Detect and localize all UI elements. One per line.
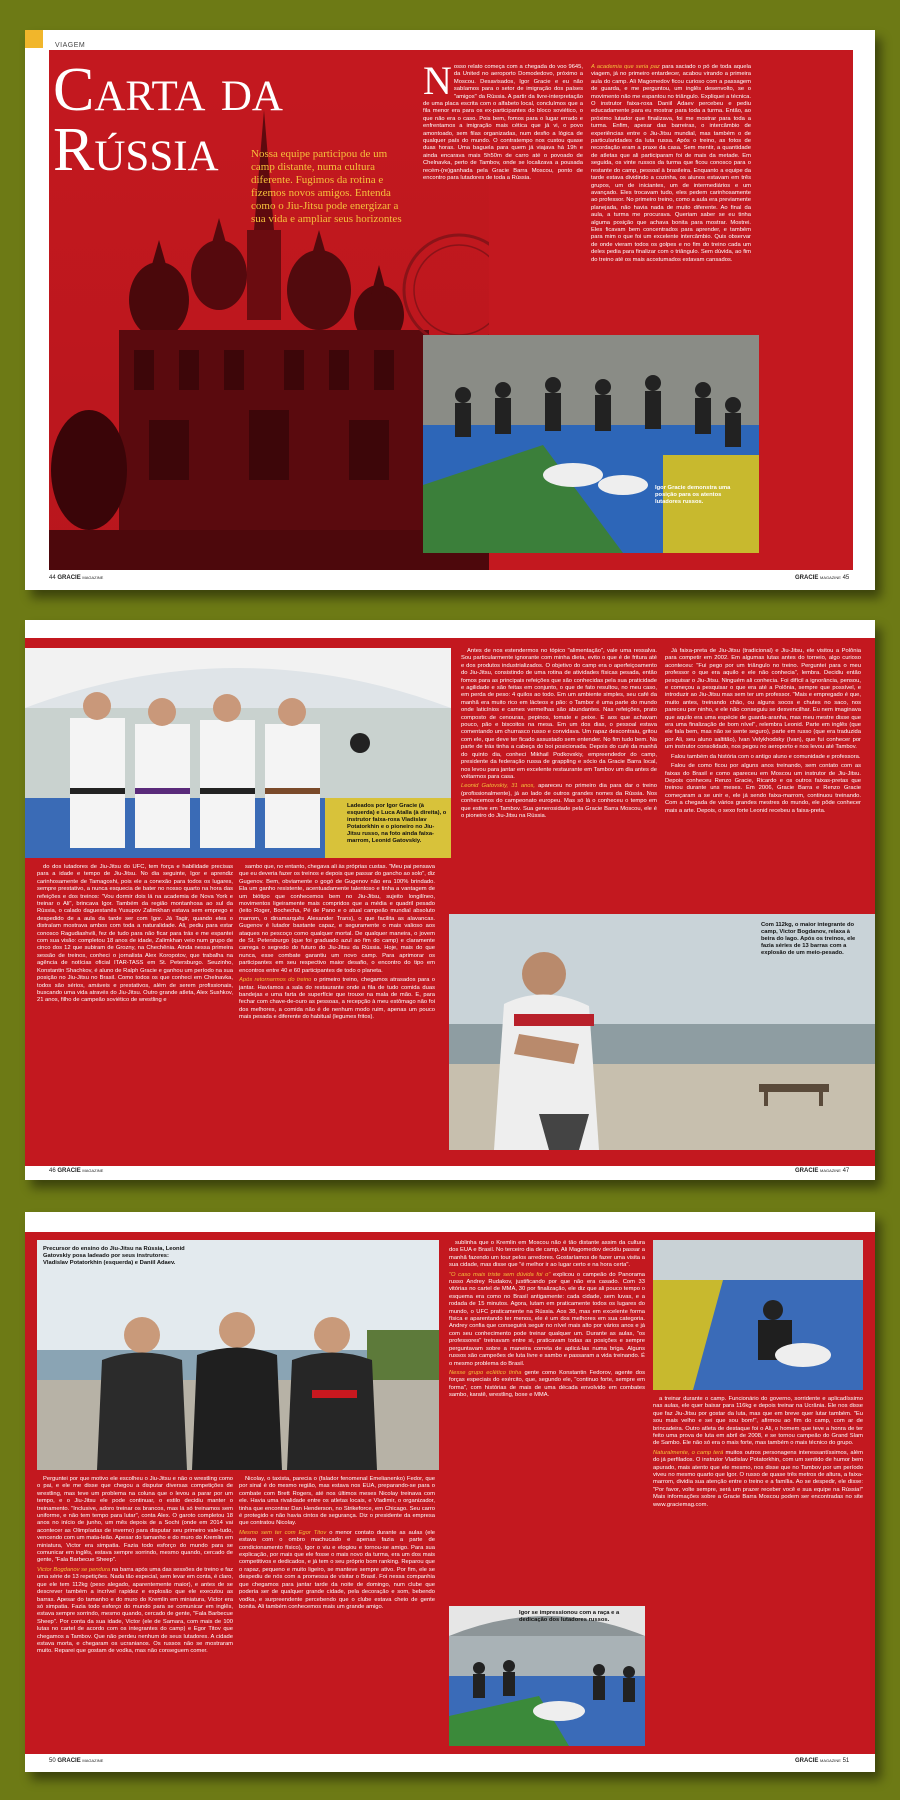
s3-column-4-lead: Naturalmente, o camp terá bbox=[653, 1449, 724, 1456]
s3-page-number-right bbox=[795, 1758, 849, 1764]
column-2-text: para saciado o pó de toda aquela viagem, já no primeiro entardecer, acabou virando a primeira aula do camp. Ali Magomedov ficou curioso com a passagem de guarda, e me perguntou, um inglês desenvolto, se o movimento não me espantou no triângulo. Expliquei a técnica. O instrutor faixa-roxa Daniil Adaev percebeu e pediu educadamente para eu mostrar para toda a turma. Então, ao próximo lutador que finalizava, foi me mostrar para toda a turma. Enfim, apesar das barreiras, o intercâmbio de experiências entre o Jiu-Jitsu mundial, mas também o de particularidades da luta russa. Após o treino, as fotos de recordação eram a praxe da casa. Sem mentir, a quantidade de atletas que ali participaram foi de mais da metade. Em seguida, os vinte russos da turma que ficou conosco para o restante do camp, pessoal à brasileira. Enquanto a equipe da tarde estava dividindo a cozinha, os alunos estavam em três grupos, um de iniciantes, um de intermediários e um avançado. Eles trocavam tudo, eles pedem carinhosamente ao professor. No primeiro treino, como a aula era previamente planejada, não havia nada de muito diferente. Ao final da aula, a turma me procurava. Queriam saber se eu tinha alguma posição que achava bonita para mostrar. Mostrei. Eles ficavam bem concentrados para aprender, e também para mim o que foi um excelente intercâmbio. Quis observar de onde vieram todos os golpes e no fim do treino cada um deles pedia para finalizar com o triângulo. Sem dúvida, ao fim do treino até os mais acostumados estavam cansados. bbox=[591, 64, 751, 263]
instructors-photo bbox=[37, 1240, 439, 1470]
mat-training-photo-illustration bbox=[653, 1240, 863, 1390]
title-line-1: Carta da bbox=[53, 56, 283, 124]
magazine-name-right: GRACIE bbox=[795, 575, 819, 581]
s2-column-2-text: sambo que, no entanto, chegava ali às próprias custas. "Meu pai pensava que eu deveria fazer os treinos e depois que passar do gancho ao solo", diz Gugenov. Bem, obviamente o gogó de Gugenov não era 100% brindado. Ela um ganho resistente, acentuadamente talentoso e tinha a vantagem de um biótipo que conhecemos bem no Jiu-Jitsu, sujeito longilíneo, movimentos ligeiramente mais compridos que a média e quadril pesado (leito Roger, Bochecha, Pé de Pano e o atual campeão mundial absoluto marrom, o dinamarquês Alexander Trans), o que facilita as alavancas. Gugenov é lutador bastante capaz, e seguramente o mais valioso aos ataques no pescoço como qualquer mortal. De qualquer maneira, o jovem de St. Petersburgo (que foi graduado azul ao fim do camp) e claramente carrega o segredo do futuro do Jiu-Jitsu da Rússia. Hoje, mais do que nunca, esse combate garantiu um novo camp. Para aprimorar os participantes em seu respectivo maior desafio, o encontro do tipo em encontros entre 40 e 60 participantes de todo o planeta. bbox=[239, 864, 435, 974]
s3-column-1-lead: Victor Bogdanov se pendura bbox=[37, 1566, 111, 1573]
article-subtitle: Nossa equipe participou de um camp distante, numa cultura diferente. Fugimos da rotina e fizemos novos amigos. Entenda como o Jiu-Jitsu pode energizar a sua vida e ampliar seus horizontes bbox=[251, 148, 402, 225]
group-photo-gi bbox=[25, 648, 451, 858]
s3-column-1-text: Perguntei por que motivo ele escolheu o Jiu-Jitsu e não o wrestling como o pai, e ele me disse que chegou a disputar diversas competições de wrestling, mas teve um problema na coluna que o levou a parar por um tempo, e o Jiu-Jitsu ele pode continuar, o estilo decidiu manter o treinamento. "Inclusive, adoro treinar os brancos, mas lá só treinamos sem uniforme, e não tem tempo para lutar", conta Alex. O garoto completou 18 anos no início de junho, um mês depois de a Sochi (onde em 2014 vai acontecer as Olimpíadas de inverno) para disputar seu primeiro vale-tudo, vencendo com um mata-leão. Apesar do tamanho e do muro do Kremlin em miniatura, Victor era simpatia. Fazia todo esforço do mundo para se comunicar em inglês, estava sempre sorrindo, mesmo quando, cercado de gente, "Fala Barbecue Sheep". bbox=[37, 1476, 233, 1564]
s2-page-number-left bbox=[49, 1168, 103, 1174]
s2-column-4b-text: Falou também da história com o antigo aluno e comunidade e professora. bbox=[671, 753, 861, 760]
spread-3-column-3 bbox=[449, 1240, 645, 1600]
page-45: 45 bbox=[842, 575, 850, 581]
instructors-photo-caption: Precursor do ensino do Jiu-Jitsu na Rússia, Leonid Gatovskiy posa ladeado por seus instrutores: Vladislav Potatorkhin (esquerda) e Daniil Adaev. bbox=[43, 1246, 185, 1266]
spread-3-column-4 bbox=[653, 1396, 863, 1746]
column-1-text: osso relato começa com a chegada do voo 9645, da United no aeroporto Domodedovo, próximo a Moscou. Desavisados, Igor Gracie e eu não sabíamos para o setor de imigração dos países "amigos" da Rússia. A partir da livre-interpretação de uma placa escrita com o alfabeto local, concluímos que a fila menor era para os ex-participantes do bloco soviético, o que não era o caso. Pois bem, fomos para o lugar errado e enfrentamos a imigração mais cética que já vi, o povo amontoado, sem filas organizadas, num desfio a lógica de qualquer país do mundo. O contratempo nos custou quase duas horas. Uma baguela para quem já viajava há 19h e ainda encarava mais 5h50m de carro até o povoado de Chelnavka, perto de Tambov, onde se localizava a pousada recém-(re)ganhada pela Gracie Barra Moscou, ponto de encontro para lutadores de toda a Rússia. bbox=[423, 64, 583, 182]
s2-page-number-right bbox=[795, 1168, 849, 1174]
s3-column-3-lead-2: Nesse grupo eclético tinha bbox=[449, 1369, 522, 1376]
article-title bbox=[53, 56, 283, 184]
page-47: 47 bbox=[842, 1168, 850, 1174]
s3-column-3-lead: "O caso mais triste sem dúvida foi o" bbox=[449, 1271, 551, 1278]
group-training-photo bbox=[449, 1606, 645, 1746]
s3-column-2-text: Nicolay, o taxista, parecia o (falador fenomenal Emelianenko) Fedor, que por sinal é do mesmo região, mas estava nos EUA, preparando-se para o combate com Brett Rogers, até nos últimos meses Nicolay treinava com ele. Havia uma rivalidade entre os atletas locais, e Vladimir, o organizador, tinha que encontrar Dan Henderson, no Strikeforce, em Chicago. Seu carro é protegido e não havia cintos de segurança. Diz o presidente da empresa que contratou Nicolay. bbox=[239, 1476, 435, 1527]
section-label: VIAGEM bbox=[55, 42, 86, 49]
training-photo bbox=[423, 335, 759, 553]
s2-column-4c-text: Falou de como ficou por alguns anos treinando, sem contato com as faixas do Brasil e como apareceu em Moscou um instrutor de Jiu-Jitsu. Depois conheceu Renzo Gracie, Ricardo e os outros faixas-pretas que treinou durante uns meses. Em 2006, Gracie Barra e Renzo Gracie começaram a se unir e, ele já sendo faixa-marrom, continuou treinando. Com a chegada de vários grandes mestres do mundo, ele pôde conhecer mais a arte. Depois, o sexo forte Leonid recebeu a faixa-preta. bbox=[665, 763, 861, 814]
section-tag bbox=[25, 30, 43, 48]
s2-column-2b-text: o primeiro treino, chegamos atrasados para o jantar. Havíamos a sala do restaurante onde a fila de tudo comida duas bandejas e uma farta de superfície que trouxe na mala de mão. E, para fechar com chave-de-ouro as pessoas, a recepção à meu estômago não foi dos melhores, a comida não é de nenhum modo ruim, apenas um pouco mais pesada e diferente do habitual (legumes fritos). bbox=[239, 977, 435, 1021]
s2-magazine-name-right: GRACIE bbox=[795, 1168, 819, 1174]
training-photo-caption: Igor Gracie demonstra uma posição para os atentos lutadores russos. bbox=[655, 485, 731, 505]
mat-training-photo bbox=[653, 1240, 863, 1390]
page-44: 44 bbox=[49, 575, 56, 581]
spread-3-column-2 bbox=[239, 1476, 435, 1746]
page-50: 50 bbox=[49, 1758, 56, 1764]
lake-photo bbox=[449, 914, 875, 1150]
s3-column-3b-text: explicou o campeão do Panorama russo Andrey Rudakov, justificando por que não era casado. Com 33 vitórias no cartel de MMA, 30 por finalização, ele diz que ali pouco tempo o esquema era como no Brasil antigamente: cada cidade, sem luvas, e a rodada de 15 minutos. Agora, lutam em praticamente todos os lugares do mundo, o UFC praticamente na Rússia. Aos 38, mas em excelente forma física e aparentando ter menos, ele é um dos melhores em sua categoria. Andrey confia que conseguirá seguir no nível mais alto por vários anos e já com seu conhecimento pode treinar qualquer um. Durante as aulas, "os professores" treinavam entre si, praticavam todas as posições e sempre perguntavam sobre a maneira correta de aplicá-las numa briga. Alguns russos são campeões de luta livre e sambo e passaram a vida treinando. É o mesmo problema do Brasil. bbox=[449, 1271, 645, 1367]
s3-column-4b-text: muitos outros personagens interessantíssimos, além do já perfilados. O instrutor Vladislav Potatorkhin, com um sentido de humor bem apurado, mais atento que ele mesmo, nos disse que no Tambov por um período viveu no mesmo quarto que Igor. O russo de quase três metros de altura, a faixa-marrom, dividia sua atenção entre o treino e a família. Ao se despedir, ele disse: "Por favor, volte sempre, será um prazer receber você e sua equipe na Rússia!" Mais informações sobre a Gracie Barra Moscou podem ser encontradas no site www.graciemag.com. bbox=[653, 1449, 863, 1508]
spread-2-column-4 bbox=[665, 648, 861, 906]
s3-magazine-suffix-right: MAGAZINE bbox=[820, 1758, 841, 1763]
column-2-lead: A academia que seria paz bbox=[591, 64, 660, 70]
page-number-right bbox=[795, 575, 849, 581]
s3-magazine-name-left: GRACIE bbox=[57, 1758, 81, 1764]
s2-column-4-text: Já faixa-preta de Jiu-Jitsu (tradicional) e Jiu-Jitsu, ele visitou a Polônia para competir em 2002. Em algumas lutas antes do torneio, algo curioso aconteceu: "Fui pego por um triângulo no treino. Perguntei para o meu professor o que era aquilo e ele não conhecia", lembra. Decidiu então pesquisar o Jiu-Jitsu. Ninguém ali conhecia. Foi difícil a ignorância, pensou, e começou a pesquisar o que era até a Polônia, sempre que possível, e introduzir ao Jiu-Jitsu mas sem ter um professor. "Mais e empregado é que, muito antes, treinando chão, ou alguns socos e chutes no saco, nos pareceu por ninho, e ele não conseguiu se desvencilhar. Eu nem imaginava que aquilo era uma espécie de guarda-aranha, mas meu mestre disse que era uma finalização de bom nível", relembra Leonid. Parte em inglês (que ele fala bem, mas não se sente seguro), parte em russo (que era traduzida por Ali, seu aluno saltitão), Ivan Velykhodsky (Ivan), que fui conhecer por um instrutor consolidado, nos pegou no aeroporto e nos levou até Tambov. bbox=[665, 648, 861, 751]
s3-magazine-suffix-left: MAGAZINE bbox=[82, 1758, 104, 1763]
spread-3 bbox=[25, 1212, 875, 1772]
magazine-suffix-right: MAGAZINE bbox=[820, 575, 841, 580]
s2-column-2-lead: Após retornarmos do treino bbox=[239, 977, 312, 984]
magazine-suffix-left: MAGAZINE bbox=[82, 575, 104, 580]
drop-cap: N bbox=[423, 64, 452, 103]
s3-column-3c-text: gente como Konstantin Fedorov, agente dos forças especiais do exército, que, segundo ele, "continuo forte, sempre em forma", com histórias de mais de uma década envolvido em combates sambo, karatê, wrestling, boxe e MMA. bbox=[449, 1369, 645, 1399]
s2-magazine-suffix-right: MAGAZINE bbox=[820, 1168, 841, 1173]
group-photo-caption: Ladeados por Igor Gracie (à esquerda) e Luca Atalla (à direita), o instrutor faixa-roxa Vladislav Potatorkhin e o pioneiro no Jiu-Jitsu russo, na foto ainda faixa-marrom, Leonid Gatovskiy. bbox=[347, 803, 447, 844]
magazine-name-left: GRACIE bbox=[57, 575, 81, 581]
s2-column-1-text: do dos lutadores de Jiu-Jitsu do UFC, tem força e habilidade precisas para a idade e tempo de Jiu-Jitsu. No dia seguinte, Igor e aprendiz carinhosamente de Tamagoshi, pois ele a conexão para todos os lugares, sempre prestativo, a nunca esquecia de bater no nosso quarto na hora das refeições e dos treinos: "Vou dormir dois lá na academia de Nova York e treinar o Ali", brincava Igor. Também da região montanhosa ao sul da Rússia, o calado daguestanês Yusupov Zalimkhan estava sem emprego e despedido de a aula da tarde ser com Igor. Já Tagir, quando eles o distraíam mostrava ambos com toda a naturalidade. Ali, pediu para estar conosco Ragudiashvili, fez de tudo para não ficar para trás e me espantei com sua visão: completou 18 anos de idade, Zalimkhan veio num grupo de cinco dos 12 que subiram de Grozny, na Chechênia. Ainda nessa primeira sessão de treinos, conheci o jornalista Alex Koropotov, que trabalha na agência de notícias oficial ITAR-TASS em St. Petersburgo. Seuzinho, Konstantin Shachkov, é aluno de Ralph Gracie e ganhou um período na sua posição no Jiu-Jitsu no Brasil. Como todos os que conheci em Chelnavka, todos são sérios, amáveis e prestativos, além de serem profissionais, buscando uma vida através do Jiu-Jitsu. Outro grande atleta, Alex Sushkov, 21 anos, filho de campeão soviético de wrestling e bbox=[37, 864, 233, 1004]
group-training-caption: Igor se impressionou com a raça e a dedicação dos lutadores russos. bbox=[519, 1610, 620, 1623]
lake-photo-caption: Com 112kg, o maior integrante do camp, Victor Bogdanov, relaxa à beira do lago. Após os treinos, ele fazia séries de 13 barras com a explosão de um meio-pesado. bbox=[761, 922, 856, 956]
spread-2-column-3 bbox=[461, 648, 657, 906]
instructors-photo-illustration bbox=[37, 1240, 439, 1470]
group-training-photo-illustration bbox=[449, 1606, 645, 1746]
spread-2-column-2 bbox=[239, 864, 435, 1149]
page-46: 46 bbox=[49, 1168, 56, 1174]
spread-2 bbox=[25, 620, 875, 1180]
spread-1-column-1 bbox=[423, 64, 583, 254]
title-line-2: Rússia bbox=[53, 116, 219, 184]
s3-page-number-left bbox=[49, 1758, 103, 1764]
s3-column-1b-text: na barra após uma das sessões de treino e faz uma série de 13 repetições. Nada tão especial, sem levar em conta, é claro, que ele tem 112kg (peso alegado, aparentemente maior), e antes de se descrever também a incrível rapidez e explosão que ele executou as barras. Apesar do tamanho e do muro do Kremlin em miniatura, Victor era só simpatia. Fazia todo esforço do mundo para se comunicar em inglês, estava sempre sorrindo, mesmo quando, cercado de gente, "Fala Barbecue Sheep". Por conta da sua idade, Victor (ele de Samara, com mais de 100 lutas no cartel de acordo com os integrantes do camp) e Egor Titov que chegamos a Tambov. Que não perdeu nenhum de seus lutadores. A cidade estava morta, e chegaram os ucranianos. Os russos não se mostraram muito. Reparei que gostam de vodka, mas não conseguem comer. bbox=[37, 1566, 233, 1655]
s3-magazine-name-right: GRACIE bbox=[795, 1758, 819, 1764]
spread-2-column-1 bbox=[37, 864, 233, 1149]
s2-magazine-suffix-left: MAGAZINE bbox=[82, 1168, 104, 1173]
spread-3-column-1 bbox=[37, 1476, 233, 1746]
s3-column-4-text: a treinar durante o camp. Funcionário do governo, sorridente e aplicadíssimo nas aulas, ele quer baixar para 116kg e depois treinar na Ucrânia. Ele nos disse que faz Jiu-Jitsu por gostar da luta, mas que em breve quer lutar também. "Eu sou mais velho e sei que sou bom!", afirmou ao fim do camp, com ar de brincadeira. Outro atleta de destaque foi o Ali, o homem que teve a honra de ter feito uma prova de luta em abril de 2008, e se tornou campeão do Grand Slam de Sambo. Ele não só era o mais forte, mas também o mais técnico do grupo. bbox=[653, 1396, 863, 1447]
spread-1-column-2 bbox=[591, 64, 751, 324]
s3-column-3-text: sublinha que o Kremlin em Moscou não é tão distante assim da cultura dos EUA e Brasil. No terceiro dia de camp, Ali Magomedov decidiu passar a manhã fazendo um tour pelos arredores. Gostaríamos de fazer uma visita a sua cidade, mas disse que "é melhor ir ao lugar certo e na hora certa". bbox=[449, 1240, 645, 1269]
page-number-left bbox=[49, 575, 103, 581]
s2-magazine-name-left: GRACIE bbox=[57, 1168, 81, 1174]
s2-column-3b-text: apareceu no primeiro dia para dar o treino (profissionalmente), já ao lado de outros grandes nomes da Rússia. Nos conhecemos do campeonato europeu. Mas só lá o conheceu o tempo em que estive em Tambov. Sua generosidade pela Gracie Barra Moscou, ele é o pioneiro do Jiu-Jitsu na Rússia. bbox=[461, 783, 657, 819]
spread-1 bbox=[25, 30, 875, 590]
s3-column-2-lead: Mesmo sem ter com Egor Titov bbox=[239, 1529, 327, 1536]
s3-column-2b-text: o menor contato durante as aulas (ele estava com o ombro machucado e apenas fazia a parte de condicionamento físico), Igor o viu e elogiou e tornou-se amigo. Para sua explicação, por mais que ele fosse o mais novo da turma, era um dos mais competitivos e dedicados, e já tem o seu próprio bom ranking. Reparou que o rapaz, pequeno e muito ligeiro, se manteve sempre ativo. Por fim, ele se despediu de nós com a promessa de visitar o Brasil. Foi nessa companhia que chegamos para jantar tarde da noite de domingo, num clube que poderia ser de qualquer grande cidade, pela decoração e som, bebendo vodka, e surpreendente percebendo que o clube estava cheio de gente bonita. Ali também conhecemos mais um grande amigo. bbox=[239, 1529, 435, 1610]
s2-column-3-text: Antes de nos estendermos no tópico "alimentação", vale uma ressalva. Sou particularmente ignorante com minha dieta, evito o que é de fritura até e dos produtos industrializados. O objetivo do camp era o aperfeiçoamento do Jiu-Jitsu, consistindo de uma rotina de atividades físicas pesada, então fomos para as principais refeições que são conhecidas pela sua praticidade e agilidade e são feitas em conjunto, o que de fato resultou, no meu caso, em perda de peso: 4 quilos ao todo. Em um ambiente simples, seu café da manhã era muito rico em lácteos e pão: o Tambor é uma parte do mundo onde laticínios e carnes vermelhas são abundantes. Nas refeições, prato composto de cenouras, pepinos, tomate e peixe. E aos que achavam pouco, pão e biscoitos na mesa. Em um dos dias, o pessoal estava comentando um churrasco russo e convidava. Um rapaz descontraiu, gritou com ele, que deve ter ficado assustado sem entender. No fim tudo bem. Na parte de trás tinha a cabeça do boi posicionada. Depois do café da manhã do quinto dia, conheci Mikhail Podkovskiy, empreendedor do camp, presidente da federação russa de grappling e sócio da Gracie Barra local, nos levou para jantar em excelente restaurante em Tambov um dia antes de voltarmos para casa. bbox=[461, 648, 657, 780]
s2-column-3-lead: Leonid Gatovskiy, 31 anos, bbox=[461, 783, 536, 790]
page-51: 51 bbox=[842, 1758, 850, 1764]
training-photo-illustration bbox=[423, 335, 759, 553]
